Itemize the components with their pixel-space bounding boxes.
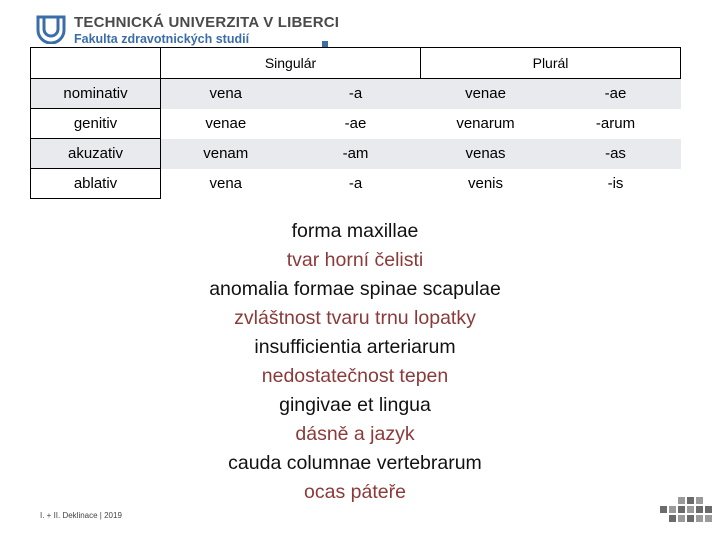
czech-translation: ocas páteře [304,481,406,503]
singular-form: vena [161,79,291,109]
case-label: genitiv [31,109,161,139]
case-label: nominativ [31,79,161,109]
corner-grid-icon [660,492,716,522]
case-label: ablativ [31,169,161,199]
latin-phrase: gingivae et lingua [279,394,431,416]
table-header-row [31,48,681,79]
header-singular: Singulár [161,48,421,79]
singular-ending: -ae [291,109,421,139]
tul-logo-icon [36,14,66,44]
plural-form: venarum [421,109,551,139]
plural-ending: -arum [551,109,681,139]
czech-translation: nedostatečnost tepen [261,365,449,387]
latin-phrase: forma maxillae [291,220,419,242]
singular-form: venam [161,139,291,169]
singular-ending: -am [291,139,421,169]
latin-phrase: insufficientia arteriarum [254,336,456,358]
university-logo [36,12,340,48]
table-row [31,139,681,169]
table-row [31,169,681,199]
case-label: akuzativ [31,139,161,169]
singular-form: vena [161,169,291,199]
footer-caption: I. + II. Deklinace | 2019 [40,511,122,520]
table-corner-cell [31,48,161,79]
table-row [31,109,681,139]
plural-ending: -is [551,169,681,199]
plural-ending: -as [551,139,681,169]
faculty-name: Fakulta zdravotnických studií [74,32,250,46]
plural-form: venis [421,169,551,199]
singular-ending: -a [291,79,421,109]
plural-ending: -ae [551,79,681,109]
table-row [31,79,681,109]
plural-form: venae [421,79,551,109]
example-phrases [150,217,560,507]
czech-translation: zvláštnost tvaru trnu lopatky [234,307,476,329]
latin-phrase: anomalia formae spinae scapulae [209,278,501,300]
czech-translation: tvar horní čelisti [286,249,424,271]
singular-form: venae [161,109,291,139]
declension-table [30,47,681,199]
latin-phrase: cauda columnae vertebrarum [228,452,482,474]
singular-ending: -a [291,169,421,199]
header-plural: Plurál [421,48,681,79]
university-name: TECHNICKÁ UNIVERZITA V LIBERCI [74,14,340,31]
czech-translation: dásně a jazyk [295,423,415,445]
plural-form: venas [421,139,551,169]
